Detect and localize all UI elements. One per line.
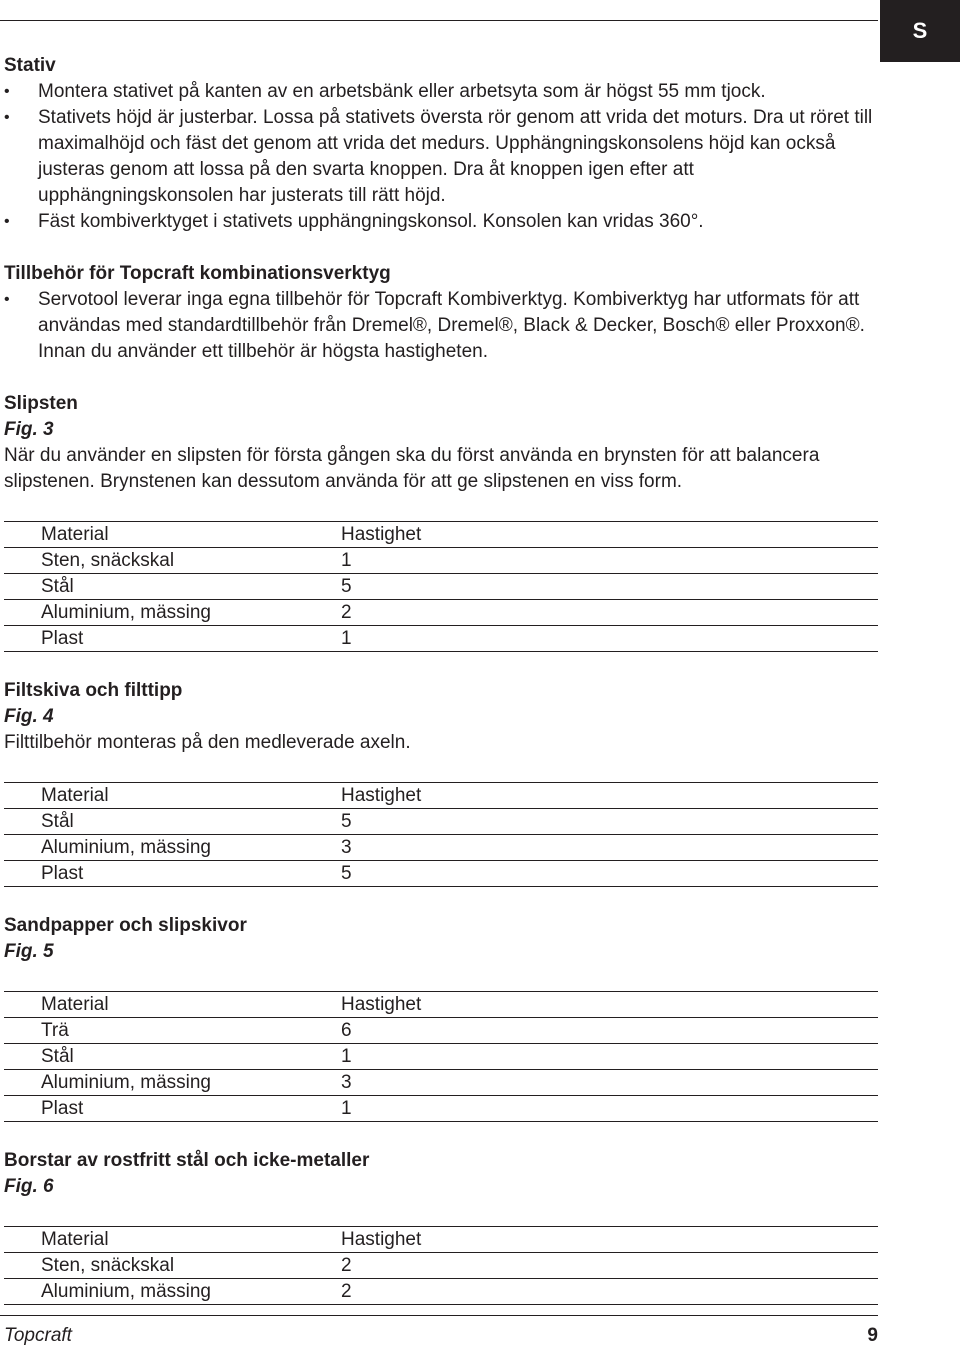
figure-reference: Fig. 3 bbox=[4, 419, 54, 440]
material-cell: Plast bbox=[4, 626, 341, 652]
table-header-row bbox=[4, 1227, 878, 1253]
table-row bbox=[4, 1018, 878, 1044]
page-number: 9 bbox=[867, 1325, 878, 1346]
table-header-row bbox=[4, 522, 878, 548]
table-row bbox=[4, 1044, 878, 1070]
speed-cell: 2 bbox=[341, 1253, 878, 1279]
sandpapper-speed-table bbox=[4, 991, 878, 1122]
material-cell: Aluminium, mässing bbox=[4, 1279, 341, 1305]
table-row bbox=[4, 809, 878, 835]
figure-reference: Fig. 4 bbox=[4, 706, 54, 727]
column-header-material: Material bbox=[4, 783, 341, 809]
filtskiva-speed-table bbox=[4, 782, 878, 887]
top-rule bbox=[0, 20, 878, 21]
table-row bbox=[4, 1070, 878, 1096]
table-header-row bbox=[4, 992, 878, 1018]
material-cell: Stål bbox=[4, 809, 341, 835]
speed-cell: 1 bbox=[341, 1096, 878, 1122]
speed-cell: 1 bbox=[341, 548, 878, 574]
speed-cell: 1 bbox=[341, 1044, 878, 1070]
table-row bbox=[4, 1279, 878, 1305]
footer-rule bbox=[0, 1315, 878, 1316]
language-tab-label: S bbox=[912, 18, 928, 43]
table-row bbox=[4, 574, 878, 600]
table-row bbox=[4, 1096, 878, 1122]
table-row bbox=[4, 835, 878, 861]
stativ-bullet-list bbox=[4, 79, 880, 235]
list-item: • Fäst kombiverktyget i stativets upphängningskonsol. Konsolen kan vridas 360°. bbox=[4, 209, 880, 235]
column-header-hastighet: Hastighet bbox=[341, 783, 878, 809]
table-header-row bbox=[4, 783, 878, 809]
section-heading-slipsten: Slipsten bbox=[4, 393, 78, 414]
list-item: • Stativets höjd är justerbar. Lossa på stativets översta rör genom att vrida det moturs. Dra ut röret till maximalhöjd och fäst det genom att vrida det medurs. Upphängningskonsolens höjd kan också justeras genom att lossa på den svarta knoppen. Dra åt knoppen igen efter att upphängningskonsolen har justerats till rätt höjd. bbox=[4, 105, 880, 209]
material-cell: Sten, snäckskal bbox=[4, 548, 341, 574]
footer-brand: Topcraft bbox=[4, 1325, 72, 1346]
slipsten-description: När du använder en slipsten för första gången ska du först använda en brynsten för att balancera slipstenen. Brynstenen kan dessutom använda för att ge slipstenen en viss form. bbox=[4, 445, 820, 492]
column-header-hastighet: Hastighet bbox=[341, 992, 878, 1018]
borstar-speed-table bbox=[4, 1226, 878, 1305]
language-tab bbox=[880, 0, 960, 62]
tillbehor-bullet-list bbox=[4, 287, 880, 365]
material-cell: Stål bbox=[4, 574, 341, 600]
page-content bbox=[4, 53, 880, 1305]
slipsten-speed-table bbox=[4, 521, 878, 652]
material-cell: Aluminium, mässing bbox=[4, 1070, 341, 1096]
filtskiva-description: Filttilbehör monteras på den medleverade axeln. bbox=[4, 732, 411, 753]
section-heading-sandpapper: Sandpapper och slipskivor bbox=[4, 915, 247, 936]
speed-cell: 5 bbox=[341, 861, 878, 887]
figure-reference: Fig. 5 bbox=[4, 941, 54, 962]
material-cell: Aluminium, mässing bbox=[4, 835, 341, 861]
table-row bbox=[4, 548, 878, 574]
table-row bbox=[4, 861, 878, 887]
material-cell: Plast bbox=[4, 1096, 341, 1122]
section-heading-borstar: Borstar av rostfritt stål och icke-metaller bbox=[4, 1150, 370, 1171]
speed-cell: 3 bbox=[341, 1070, 878, 1096]
column-header-hastighet: Hastighet bbox=[341, 522, 878, 548]
material-cell: Stål bbox=[4, 1044, 341, 1070]
speed-cell: 5 bbox=[341, 574, 878, 600]
column-header-material: Material bbox=[4, 992, 341, 1018]
speed-cell: 1 bbox=[341, 626, 878, 652]
section-heading-stativ: Stativ bbox=[4, 55, 56, 76]
material-cell: Aluminium, mässing bbox=[4, 600, 341, 626]
speed-cell: 5 bbox=[341, 809, 878, 835]
speed-cell: 2 bbox=[341, 1279, 878, 1305]
speed-cell: 3 bbox=[341, 835, 878, 861]
material-cell: Plast bbox=[4, 861, 341, 887]
column-header-material: Material bbox=[4, 522, 341, 548]
table-row bbox=[4, 626, 878, 652]
list-item: • Servotool leverar inga egna tillbehör för Topcraft Kombiverktyg. Kombiverktyg har utformats för att användas med standardtillbehör från Dremel®, Dremel®, Black & Decker, Bosch® eller Proxxon®. Innan du använder ett tillbehör är högsta hastigheten. bbox=[4, 287, 880, 365]
speed-cell: 2 bbox=[341, 600, 878, 626]
section-heading-tillbehor: Tillbehör för Topcraft kombinationsverktyg bbox=[4, 263, 391, 284]
column-header-material: Material bbox=[4, 1227, 341, 1253]
speed-cell: 6 bbox=[341, 1018, 878, 1044]
material-cell: Trä bbox=[4, 1018, 341, 1044]
list-item: • Montera stativet på kanten av en arbetsbänk eller arbetsyta som är högst 55 mm tjock. bbox=[4, 79, 880, 105]
table-row bbox=[4, 600, 878, 626]
section-heading-filtskiva: Filtskiva och filttipp bbox=[4, 680, 183, 701]
column-header-hastighet: Hastighet bbox=[341, 1227, 878, 1253]
table-row bbox=[4, 1253, 878, 1279]
figure-reference: Fig. 6 bbox=[4, 1176, 54, 1197]
material-cell: Sten, snäckskal bbox=[4, 1253, 341, 1279]
